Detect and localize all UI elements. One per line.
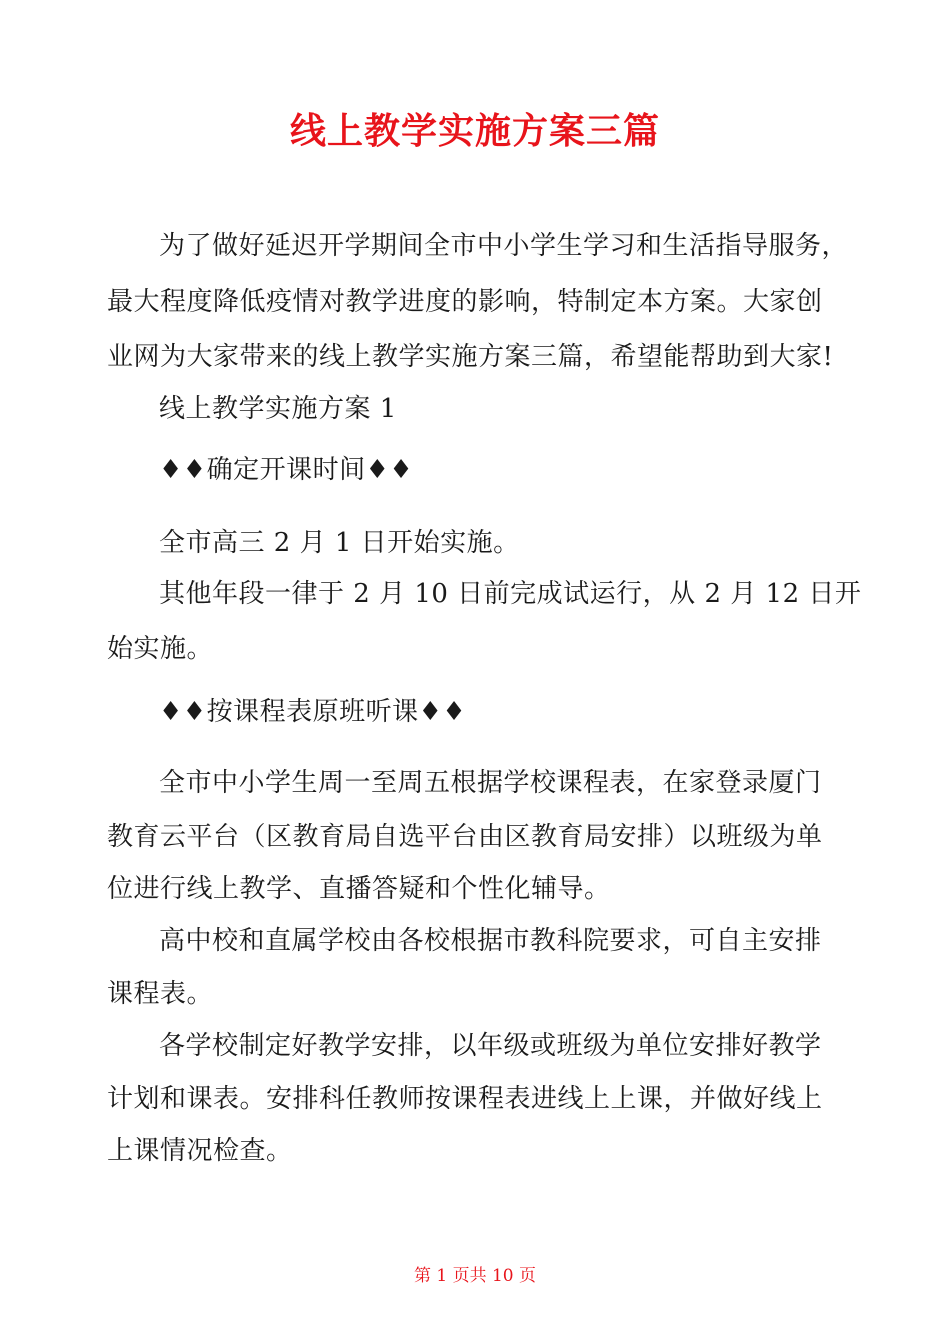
paragraph-line: 位进行线上教学、直播答疑和个性化辅导。 bbox=[107, 874, 611, 904]
paragraph-line: 其他年段一律于 2 月 10 日前完成试运行，从 2 月 12 日开 bbox=[159, 579, 862, 609]
page-number: 第 1 页共 10 页 bbox=[413, 1266, 537, 1286]
subheading-start-time: ♦♦确定开课时间♦♦ bbox=[159, 455, 414, 485]
paragraph-line: 课程表。 bbox=[107, 979, 214, 1009]
paragraph-line: 教育云平台（区教育局自选平台由区教育局安排）以班级为单 bbox=[107, 822, 823, 852]
intro-line: 最大程度降低疫情对教学进度的影响，特制定本方案。大家创 bbox=[107, 287, 823, 317]
paragraph-line: 全市中小学生周一至周五根据学校课程表，在家登录厦门 bbox=[159, 768, 822, 798]
paragraph-line: 计划和课表。安排科任教师按课程表进线上上课，并做好线上 bbox=[107, 1084, 823, 1114]
paragraph-line: 各学校制定好教学安排，以年级或班级为单位安排好教学 bbox=[159, 1031, 822, 1061]
paragraph-line: 上课情况检查。 bbox=[107, 1136, 293, 1166]
intro-line: 为了做好延迟开学期间全市中小学生学习和生活指导服务， bbox=[159, 231, 849, 261]
section-heading: 线上教学实施方案 1 bbox=[159, 394, 397, 424]
intro-line: 业网为大家带来的线上教学实施方案三篇，希望能帮助到大家! bbox=[107, 342, 834, 372]
paragraph-line: 高中校和直属学校由各校根据市教科院要求，可自主安排 bbox=[159, 926, 822, 956]
page-title: 线上教学实施方案三篇 bbox=[289, 111, 660, 152]
paragraph-line: 始实施。 bbox=[107, 634, 214, 664]
paragraph-senior3: 全市高三 2 月 1 日开始实施。 bbox=[159, 528, 520, 558]
subheading-schedule: ♦♦按课程表原班听课♦♦ bbox=[159, 697, 467, 727]
